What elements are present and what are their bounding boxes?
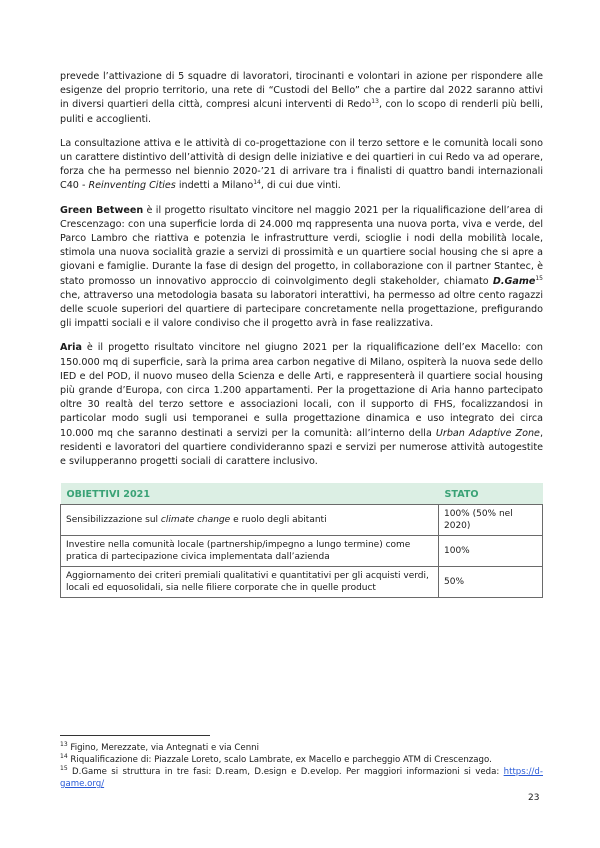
- objective-cell: Aggiornamento dei criteri premiali qualitativi e quantitativi per gli acquisti verdi, locali ed equosolidali, sia nelle filiere corporate che in quelle product: [61, 567, 439, 598]
- green-between-title: Green Between: [60, 204, 144, 216]
- paragraph-1: [60, 70, 543, 127]
- status-cell: 100% (50% nel 2020): [439, 505, 543, 536]
- header-objectives: OBIETTIVI 2021: [61, 483, 439, 505]
- paragraph-4-text: è il progetto risultato vincitore nel giugno 2021 per la riqualificazione dell’ex Macello: con 150.000 mq di superficie, sarà la prima area carbon negative di Milano, ospiterà la nuova sede dello IED e del POD, il nuovo museo della Scienza e delle Arti, e rappresenterà il quartiere social housing più grande d’Europa, con circa 1.200 appartamenti. Per la progettazione di Aria hanno partecipato oltre 30 realtà del terzo settore e associazioni locali, con il supporto di FHS, focalizzandosi in particolar modo sugli usi temporanei e sulla progettazione dinamica e uso integrato dei circa 10.000 mq che saranno destinati a servizi per la comunità: all’interno della: [60, 342, 543, 439]
- footnote-number: 14: [60, 753, 68, 761]
- footnote-14: [60, 754, 543, 766]
- footnotes: [60, 735, 543, 790]
- paragraph-4-text-end: , residenti e lavoratori del quartiere condivideranno spazi e servizi per numerose attività autogestite e svilupperanno progetti sociali di carattere inclusivo.: [60, 427, 543, 468]
- paragraph-1-text-end: , con lo scopo di renderli più belli, puliti e accoglienti.: [60, 99, 543, 125]
- objective-cell: [61, 505, 439, 536]
- footnote-divider: [60, 735, 210, 736]
- paragraph-1-text: prevede l’attivazione di 5 squadre di lavoratori, tirocinanti e volontari in azione per rispondere alle esigenze del proprio territorio, una rete di “Custodi del Bello” che a partire dal 2022 saranno attivi in diversi quartieri della città, compresi alcuni interventi di Redo: [60, 71, 543, 111]
- footnote-number: 13: [60, 741, 68, 749]
- table-header-row: [61, 483, 543, 505]
- status-cell: 50%: [439, 567, 543, 598]
- aria-title: Aria: [60, 342, 82, 354]
- objective-text-end: e ruolo degli abitanti: [230, 515, 327, 526]
- objective-italic: climate change: [160, 515, 231, 526]
- footnote-ref-15[interactable]: 15: [535, 274, 543, 282]
- paragraph-3-text-end: che, attraverso una metodologia basata su laboratori interattivi, ha permesso ad oltre cento ragazzi delle scuole superiori del quartiere di partecipare concretamente nella progettazione, prefigurando gli impatti sociali e il valore condiviso che il progetto avrà in fase realizzativa.: [60, 289, 543, 330]
- paragraph-3-text: è il progetto risultato vincitore nel maggio 2021 per la riqualificazione dell’area di Crescenzago: con una superficie lorda di 24.000 mq rappresenta una nuova porta, viva e verde, del Parco Lambro che riattiva e potenzia le infrastrutture verdi, scioglie i nodi della mobilità locale, stimola una nuova socialità grazie a servizi di prossimità e un quartiere social housing che si apre a giovani e famiglie. Durante la fase di design del progetto, in collaborazione con il partner Stantec, è stato promosso un innovativo approccio di coinvolgimento degli stakeholder, chiamato: [60, 204, 543, 287]
- objectives-table: [60, 483, 543, 598]
- page-body: [60, 70, 543, 598]
- table-row: [61, 567, 543, 598]
- paragraph-green-between: [60, 204, 543, 332]
- table-row: [61, 536, 543, 567]
- paragraph-aria: [60, 341, 543, 469]
- paragraph-2-text-mid: indetti a Milano: [175, 180, 254, 192]
- footnote-ref-13[interactable]: 13: [371, 98, 379, 106]
- status-cell: 100%: [439, 536, 543, 567]
- page-number: 23: [528, 793, 540, 803]
- table-row: [61, 505, 543, 536]
- dgame-link[interactable]: https://d-game.org/: [60, 767, 543, 789]
- paragraph-2-text-end: , di cui due vinti.: [260, 180, 341, 192]
- paragraph-2-text: La consultazione attiva e le attività di co-progettazione con il terzo settore e le comunità locali sono un carattere distintivo dell’attività di design delle iniziative e dei quartieri in cui Redo va ad operare, forza che ha permesso nel biennio 2020-’21 di arrivare tra i finalisti di quattro bandi internazionali C40 -: [60, 137, 543, 192]
- footnote-ref-14[interactable]: 14: [253, 179, 261, 187]
- reinventing-cities-italic: Reinventing Cities: [88, 180, 176, 192]
- footnote-15: [60, 766, 543, 790]
- objective-cell: Investire nella comunità locale (partnership/impegno a lungo termine) come pratica di partecipazione civica implementata dall’azienda: [61, 536, 439, 567]
- footnote-text: D.Game si struttura in tre fasi: D.ream, D.esign e D.evelop. Per maggiori informazioni si veda:: [67, 767, 504, 777]
- header-status: STATO: [439, 483, 543, 505]
- footnote-number: 15: [60, 765, 68, 773]
- paragraph-2: [60, 137, 543, 194]
- objective-text: Sensibilizzazione sul: [66, 515, 161, 526]
- footnote-13: [60, 742, 543, 754]
- urban-adaptive-zone-italic: Urban Adaptive Zone: [435, 427, 540, 439]
- footnote-text: Figino, Merezzate, via Antegnati e via Cenni: [67, 743, 259, 753]
- footnote-text: Riqualificazione di: Piazzale Loreto, scalo Lambrate, ex Macello e parcheggio ATM di Crescenzago.: [67, 755, 492, 765]
- dgame-term: D.Game: [492, 275, 536, 287]
